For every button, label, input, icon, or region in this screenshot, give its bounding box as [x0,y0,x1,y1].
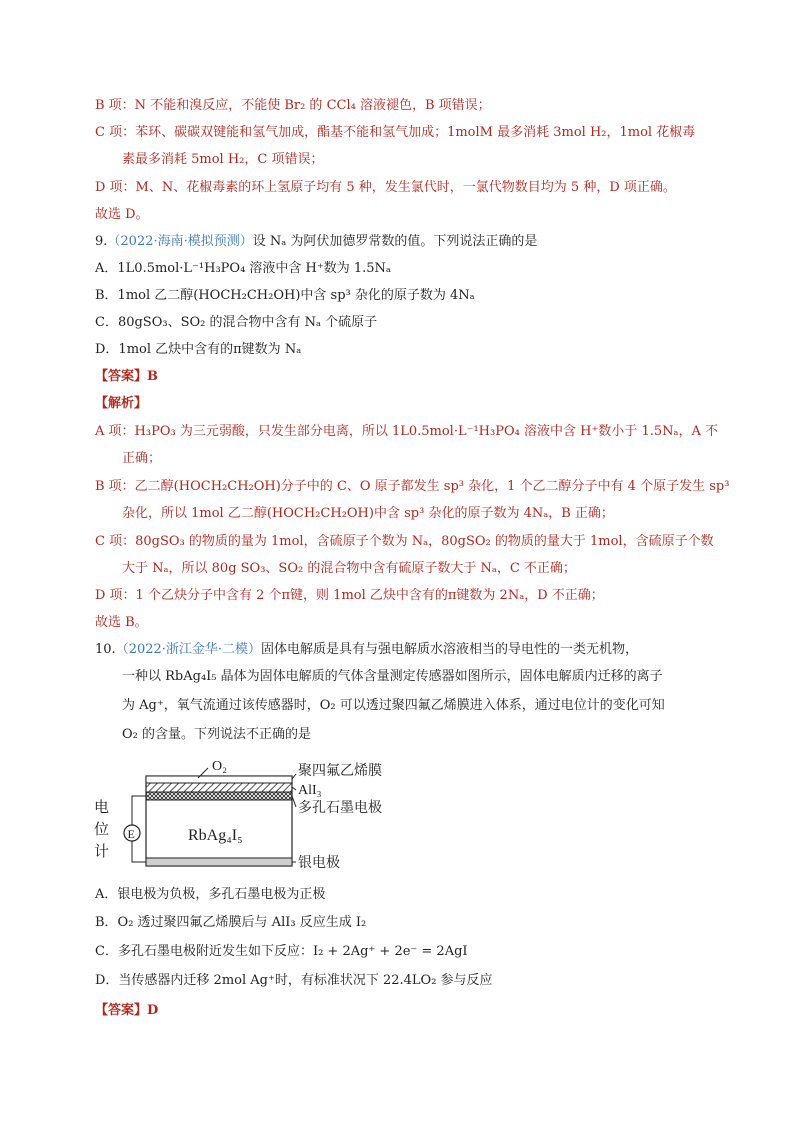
analysis-c-text: C 项：80gSO₃ 的物质的量为 1mol，含硫原子个数为 Nₐ，80gSO₂ 的物质的量大于 1mol，含硫原子个数 [95,534,714,549]
question-10-text-3: 为 Ag⁺，氧气流通过该传感器时，O₂ 可以透过聚四氟乙烯膜进入体系，通过电位计的变化可知 [122,698,665,713]
wire-top [132,796,146,825]
question-10-text-2: 一种以 RbAg₄I₅ 晶体为固体电解质的气体含量测定传感器如图所示，固体电解质内迁移的离子 [122,669,663,684]
question-9-stem [95,232,537,252]
graphite-leader [292,796,296,807]
question-text: 固体电解质是具有与强电解质水溶液相当的导电性的一类无机物， [261,642,639,657]
question-number: 10. [95,642,116,657]
analysis-c-continued: 大于 Nₐ，所以 80g SO₃、SO₂ 的混合物中含有硫原子数大于 Nₐ，C 不正确； [122,561,576,576]
analysis-d-text: D 项：1 个乙炔分子中含有 2 个π键，则 1mol 乙炔中含有的π键数为 2Nₐ，D 不正确； [95,588,604,603]
question-text: 设 Nₐ 为阿伏加德罗常数的值。下列说法正确的是 [252,234,538,249]
ptfe-leader [292,774,296,779]
explanation-b-text: B 项：N 不能和溴反应，不能使 Br₂ 的 CCl₄ 溶液褪色，B 项错误； [95,98,491,113]
explanation-c-text: C 项：苯环、碳碳双键能和氢气加成，酯基不能和氢气加成；1molM 最多消耗 3mol H₂，1mol 花椒毒 [95,125,696,140]
sensor-diagram [92,756,412,874]
o2-label: O₂ [212,759,227,774]
analysis-b-continued: 杂化，所以 1mol 乙二醇(HOCH₂CH₂OH)中含 sp³ 杂化的原子数为 4Nₐ，B 正确； [122,506,614,521]
ptfe-label: 聚四氟乙烯膜 [298,764,382,779]
analysis-a-text: A 项：H₃PO₃ 为三元弱酸，只发生部分电离，所以 1L0.5mol·L⁻¹H₃PO₄ 溶液中含 H⁺数小于 1.5Nₐ，A 不 [95,424,719,439]
question-number: 9. [95,234,108,249]
option-d: D．1mol 乙炔中含有的π键数为 Nₐ [95,342,302,357]
question-source: （2022·海南·模拟预测） [107,234,253,249]
q10-option-a: A．银电极为负极，多孔石墨电极为正极 [95,887,326,902]
q10-option-c: C．多孔石墨电极附近发生如下反应：I₂ + 2Ag⁺ + 2e⁻ = 2AgI [95,944,468,959]
question-source: （2022·浙江金华·二模） [115,642,262,657]
question-10-text-4: O₂ 的含量。下列说法不正确的是 [122,727,312,742]
answer-label: 【答案】B [95,369,158,384]
wire-bottom [132,841,146,862]
electrolyte-label: RbAg₄I₅ [188,827,243,844]
analysis-conclusion: 故选 B。 [95,615,148,630]
question-10-stem [95,640,638,660]
q10-option-d: D．当传感器内迁移 2mol Ag⁺时，有标准状况下 22.4LO₂ 参与反应 [95,973,493,988]
option-b: B．1mol 乙二醇(HOCH₂CH₂OH)中含 sp³ 杂化的原子数为 4Nₐ [95,288,475,303]
ali3-leader [292,787,296,790]
potentiometer-letter: E [127,827,135,841]
ali3-label: AlI₃ [298,783,322,798]
analysis-b-text: B 项：乙二醇(HOCH₂CH₂OH)分子中的 C、O 原子都发生 sp³ 杂化，1 个乙二醇分子中有 4 个原子发生 sp³ [95,479,730,494]
potentiometer-label-2: 位 [94,822,110,838]
ali3-layer [146,783,292,792]
graphite-layer [146,792,292,800]
analysis-label: 【解析】 [95,396,148,411]
potentiometer-label-3: 计 [94,844,110,860]
option-a: A．1L0.5mol·L⁻¹H₃PO₄ 溶液中含 H⁺数为 1.5Nₐ [95,261,391,276]
q10-answer-label: 【答案】D [95,1003,159,1018]
graphite-label: 多孔石墨电极 [298,801,382,816]
potentiometer-label-1: 电 [94,800,110,816]
explanation-c-continued: 素最多消耗 5mol H₂，C 项错误； [122,152,324,167]
analysis-a-continued: 正确； [122,451,162,466]
silver-label: 银电极 [298,856,340,871]
q10-option-b: B．O₂ 透过聚四氟乙烯膜后与 AlI₃ 反应生成 I₂ [95,915,367,930]
option-c: C．80gSO₃、SO₂ 的混合物中含有 Nₐ 个硫原子 [95,315,378,330]
ptfe-layer [146,776,292,783]
conclusion-text: 故选 D。 [95,207,149,222]
explanation-d-text: D 项：M、N、花椒毒素的环上氢原子均有 5 种，发生氯代时，一氯代物数目均为 5 种，D 项正确。 [95,180,676,195]
silver-layer [146,858,292,866]
